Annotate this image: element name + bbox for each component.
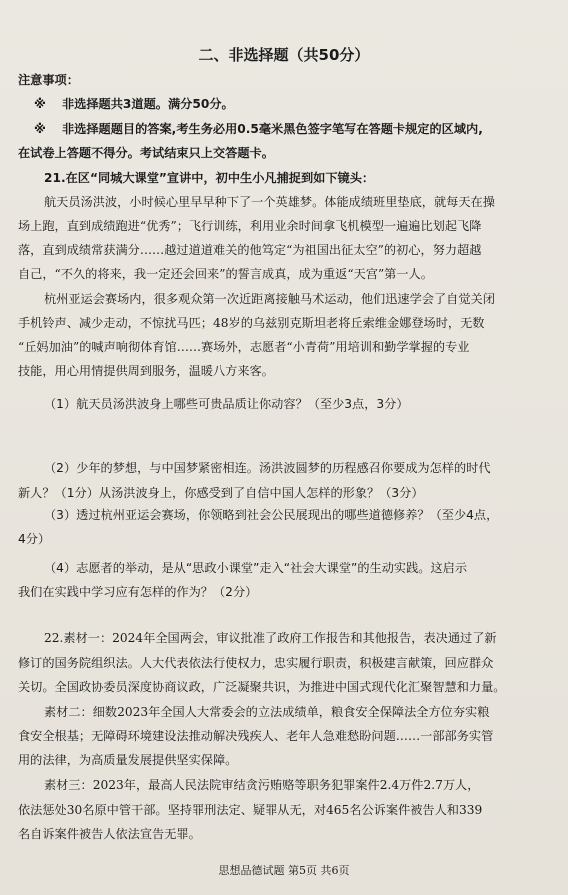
q21-paragraph-line: 场上跑，直到成绩跑进“优秀”；飞行训练，利用业余时间拿飞机模型一遍遍比划起飞降 [18, 219, 482, 233]
q21-sub2a: （2）少年的梦想，与中国梦紧密相连。汤洪波圆梦的历程感召你要成为怎样的时代 [44, 461, 491, 475]
q21-paragraph-line: 手机铃声、减少走动，不惊扰马匹；48岁的乌兹别克斯坦老将丘索维金娜登场时，无数 [18, 316, 485, 330]
notice-heading: 注意事项： [18, 73, 79, 87]
q22-material-line: 名自诉案件被告人依法宣告无罪。 [18, 827, 201, 841]
q22-material-line: 关切。全国政协委员深度协商议政，广泛凝聚共识，为推进中国式现代化汇聚智慧和力量。 [18, 680, 506, 694]
q21-paragraph-line: 落，直到成绩常获满分……越过道道难关的他笃定“为祖国出征太空”的初心，努力超越 [18, 243, 482, 257]
q21-sub4b: 我们在实践中学习应有怎样的作为？（2分） [18, 585, 258, 599]
q22-material-line: 修订的国务院组织法。人大代表依法行使权力，忠实履行职责，积极建言献策，回应群众 [18, 656, 494, 670]
bullet-mark: ※ [34, 122, 46, 136]
q21-stem: 21.在区“同城大课堂”宣讲中，初中生小凡捕捉到如下镜头： [44, 171, 375, 185]
q22-material-line: 素材三：2023年，最高人民法院审结贪污贿赂等职务犯罪案件2.4万件2.7万人， [44, 778, 480, 792]
q21-sub2b: 新人？（1分）从汤洪波身上，你感受到了自信中国人怎样的形象？（3分） [18, 486, 424, 500]
section-title: 二、非选择题（共50分） [198, 46, 370, 64]
q21-paragraph-line: 技能，用心用情提供周到服务，温暖八方来客。 [18, 364, 274, 378]
q21-paragraph-line: 自己，“不久的将来，我一定还会回来”的誓言成真，成为重返“天宫”第一人。 [18, 267, 433, 281]
notice-item-2b: 在试卷上答题不得分。考试结束只上交答题卡。 [18, 146, 274, 160]
q21-sub4a: （4）志愿者的举动，是从“思政小课堂”走入“社会大课堂”的生动实践。这启示 [44, 561, 468, 575]
q21-paragraph-line: 杭州亚运会赛场内，很多观众第一次近距离接触马术运动，他们迅速学会了自觉关闭 [44, 292, 495, 306]
q22-material-line: 用的法律，为高质量发展提供坚实保障。 [18, 753, 238, 767]
bullet-mark: ※ [34, 97, 46, 111]
q22-material-line: 素材二：细数2023年全国人大常委会的立法成绩单，粮食安全保障法全方位夯实粮 [44, 705, 490, 719]
notice-item-1: 非选择题共3道题。满分50分。 [62, 97, 234, 111]
q22-material-line: 22.素材一：2024年全国两会，审议批准了政府工作报告和其他报告，表决通过了新 [44, 631, 497, 645]
page-footer: 思想品德试题 第5页 共6页 [218, 864, 350, 877]
q21-sub3a: （3）透过杭州亚运会赛场，你领略到社会公民展现出的哪些道德修养？（至少4点， [44, 508, 499, 522]
notice-item-2a: 非选择题题目的答案,考生务必用0.5毫米黑色签字笔写在答题卡规定的区域内, [62, 122, 483, 136]
q22-material-line: 依法惩处30名原中管干部。坚持罪刑法定、疑罪从无，对465名公诉案件被告人和339 [18, 803, 483, 817]
q21-sub1: （1）航天员汤洪波身上哪些可贵品质让你动容？（至少3点，3分） [44, 397, 409, 411]
q22-material-line: 食安全根基；无障碍环境建设法推动解决残疾人、老年人急难愁盼问题……一部部务实管 [18, 729, 494, 743]
q21-paragraph-line: 航天员汤洪波，小时候心里早早种下了一个英雄梦。体能成绩班里垫底，就每天在操 [44, 195, 495, 209]
q21-sub3b: 4分） [18, 532, 51, 546]
q21-paragraph-line: “丘妈加油”的喊声响彻体育馆……赛场外，志愿者“小青荷”用培训和勤学掌握的专业 [18, 340, 470, 354]
